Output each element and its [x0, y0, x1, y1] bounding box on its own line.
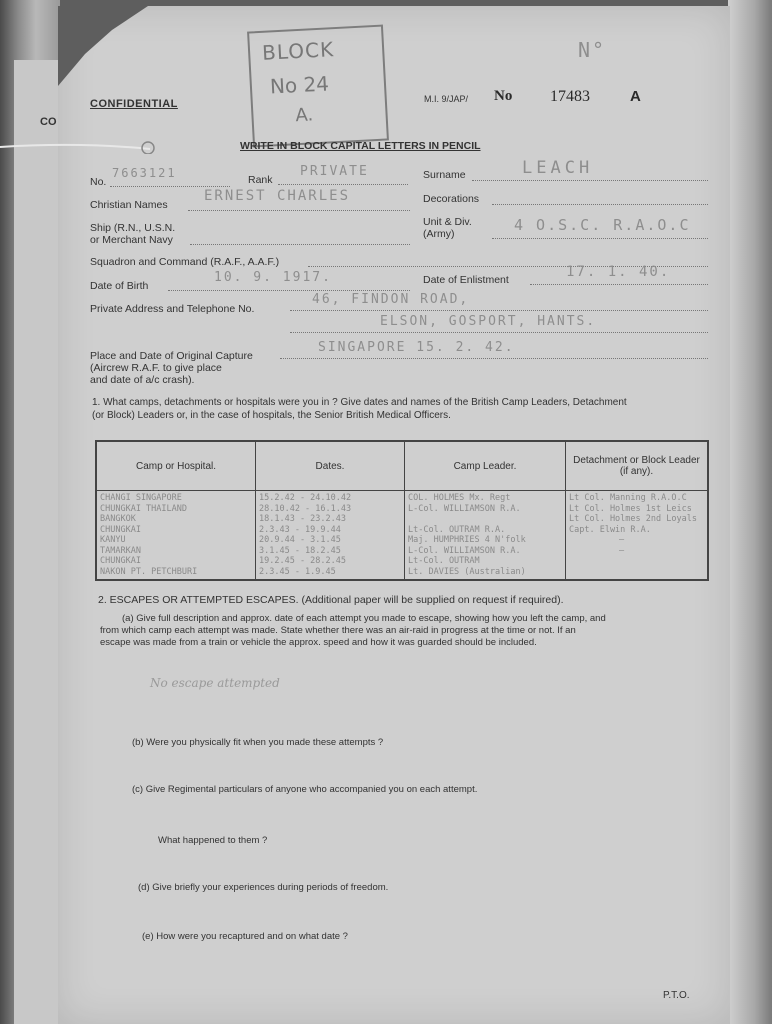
capture-underline: [280, 358, 708, 359]
unit-label-2: (Army): [423, 228, 455, 240]
no-label: No.: [90, 176, 107, 188]
camp-entry: CHANGI SINGAPORE: [100, 493, 182, 503]
capture-label-1: Place and Date of Original Capture: [90, 350, 253, 362]
unit-value: 4 O.S.C. R.A.O.C: [514, 216, 691, 234]
leader-entry: Lt. DAVIES (Australian): [408, 566, 526, 577]
capture-value: SINGAPORE 15. 2. 42.: [318, 340, 515, 355]
detachment-entry: Lt Col. Holmes 1st Leics: [569, 503, 692, 514]
question-2c-followup: What happened to them ?: [158, 835, 268, 846]
no-value: 7663121: [112, 166, 177, 180]
header-camp: Camp or Hospital.: [96, 441, 256, 491]
number-label: No: [494, 88, 513, 104]
leader-entry: L-Col. WILLIAMSON R.A.: [408, 503, 521, 514]
stamp-line-2: No 24: [269, 71, 330, 99]
date-entry: 28.10.42 - 16.1.43: [259, 503, 352, 514]
christian-names-underline: [188, 210, 410, 211]
address-underline-1: [290, 310, 708, 311]
date-of-birth-label: Date of Birth: [90, 280, 149, 292]
rank-value: PRIVATE: [300, 164, 369, 179]
capture-label-3: and date of a/c crash).: [90, 374, 195, 386]
surname-value: LEACH: [522, 158, 594, 178]
camp-entry: NAKON PT. PETCHBURI: [100, 566, 198, 577]
leader-entry: Lt-Col. OUTRAM: [408, 556, 480, 566]
squadron-label: Squadron and Command (R.A.F., A.A.F.): [90, 256, 280, 268]
corner-handwritten-mark: N°: [578, 38, 607, 62]
serial-number: 17483: [550, 88, 590, 105]
date-entry: 18.1.43 - 23.2.43: [259, 514, 346, 524]
header-camp-leader: Camp Leader.: [405, 441, 566, 491]
question-2a-line-3: escape was made from a train or vehicle the approx. speed and how it was guarded should be included.: [100, 637, 537, 648]
question-1-line-1: 1. What camps, detachments or hospitals were you in ? Give dates and names of the British Camp Leaders, Detachment: [92, 397, 627, 408]
question-2d: (d) Give briefly your experiences during periods of freedom.: [138, 882, 389, 893]
address-line-2: ELSON, GOSPORT, HANTS.: [380, 314, 597, 329]
leader-entry: Maj. HUMPHRIES 4 N'folk: [408, 535, 526, 545]
underlying-sheet-text: CO: [40, 116, 57, 128]
ship-label-1: Ship (R.N., U.S.N.: [90, 222, 176, 234]
rank-label: Rank: [248, 174, 273, 186]
leader-entry: Lt-Col. OUTRAM R.A.: [408, 524, 506, 535]
camp-entry: CHUNGKAI: [100, 524, 141, 535]
question-1-line-2: (or Block) Leaders or, in the case of hospitals, the Senior British Medical Officers.: [92, 410, 451, 421]
camp-entry: CHUNGKAI THAILAND: [100, 503, 187, 514]
address-line-1: 46, FINDON ROAD,: [312, 292, 470, 307]
header-detachment-leader: Detachment or Block Leader (if any).: [566, 441, 709, 491]
question-2c: (c) Give Regimental particulars of anyone who accompanied you on each attempt.: [132, 784, 478, 795]
camps-table: [95, 440, 709, 581]
capture-label-2: (Aircrew R.A.F. to give place: [90, 362, 222, 374]
date-entry: 2.3.45 - 1.9.45: [259, 566, 336, 577]
question-2a-line-2: from which camp each attempt was made. State whether there was an air-raid in progress at the time or not. If an: [100, 625, 576, 636]
confidential-label: CONFIDENTIAL: [90, 98, 178, 110]
question-2a-answer: No escape attempted: [150, 676, 280, 690]
stacked-pages-edge: [728, 0, 772, 1024]
detachment-entry: Lt Col. Holmes 2nd Loyals: [569, 514, 697, 524]
question-2e: (e) How were you recaptured and on what date ?: [142, 931, 348, 942]
question-2a-line-1: (a) Give full description and approx. date of each attempt you made to escape, showing how you left the camp, and: [122, 613, 606, 624]
surname-label: Surname: [423, 169, 466, 181]
rank-underline: [278, 184, 408, 185]
christian-names-label: Christian Names: [90, 199, 168, 211]
block-stamp: [247, 25, 389, 148]
detachment-entry: Lt Col. Manning R.A.O.C: [569, 493, 687, 503]
stamp-line-3: A.: [294, 104, 314, 127]
instruction-heading: WRITE IN BLOCK CAPITAL LETTERS IN PENCIL: [240, 140, 481, 152]
date-entry: 2.3.43 - 19.9.44: [259, 524, 341, 535]
serial-suffix: A: [630, 88, 641, 105]
christian-names-value: ERNEST CHARLES: [204, 188, 351, 204]
camp-entry: KANYU: [100, 535, 126, 545]
address-underline-2: [290, 332, 708, 333]
form-reference: M.I. 9/JAP/: [424, 94, 469, 104]
date-of-birth-value: 10. 9. 1917.: [214, 270, 332, 285]
surname-underline: [472, 180, 708, 181]
leader-entry: L-Col. WILLIAMSON R.A.: [408, 545, 521, 556]
camp-entry: CHUNGKAI: [100, 556, 141, 566]
dates-column: [256, 491, 405, 581]
detachment-entry: —: [619, 545, 625, 556]
date-entry: 15.2.42 - 24.10.42: [259, 493, 352, 503]
question-2-heading: 2. ESCAPES OR ATTEMPTED ESCAPES. (Additional paper will be supplied on request if required).: [98, 594, 564, 606]
camp-entry: BANGKOK: [100, 514, 136, 524]
question-2b: (b) Were you physically fit when you made these attempts ?: [132, 737, 384, 748]
decorations-underline: [492, 204, 708, 205]
detachment-column: [566, 491, 709, 581]
binding-string: [0, 140, 160, 154]
date-of-enlistment-underline: [530, 284, 708, 285]
address-label: Private Address and Telephone No.: [90, 303, 255, 315]
date-entry: 20.9.44 - 3.1.45: [259, 535, 341, 545]
leader-entry: COL. HOLMES Mx. Regt: [408, 493, 511, 503]
camp-entry: TAMARKAN: [100, 545, 141, 556]
decorations-label: Decorations: [423, 193, 480, 205]
detachment-entry: Capt. Elwin R.A.: [569, 524, 651, 535]
no-underline: [110, 186, 230, 187]
date-entry: 3.1.45 - 18.2.45: [259, 545, 341, 556]
detachment-entry: —: [619, 535, 625, 545]
date-of-enlistment-label: Date of Enlistment: [423, 274, 509, 286]
leader-column: [405, 491, 566, 581]
header-dates: Dates.: [256, 441, 405, 491]
leader-entry: [408, 514, 562, 525]
stamp-line-1: BLOCK: [261, 37, 335, 65]
ship-underline: [190, 244, 410, 245]
unit-label-1: Unit & Div.: [423, 216, 472, 228]
camp-column: [96, 491, 256, 581]
unit-underline: [492, 238, 708, 239]
date-entry: 19.2.45 - 28.2.45: [259, 556, 346, 566]
please-turn-over: P.T.O.: [663, 990, 690, 1001]
date-of-enlistment-value: 17. 1. 40.: [566, 264, 671, 280]
date-of-birth-underline: [168, 290, 410, 291]
ship-label-2: or Merchant Navy: [90, 234, 173, 246]
